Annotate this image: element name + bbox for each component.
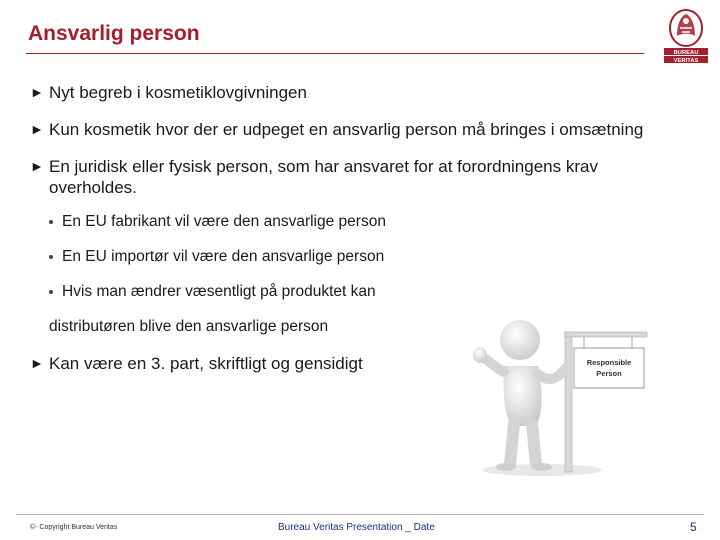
bullet-text: En juridisk eller fysisk person, som har ansvaret for at forordningens krav overholdes.	[49, 157, 598, 197]
bullet-item	[30, 82, 670, 103]
copyright-text: ©- Copyright Bureau Veritas	[30, 524, 118, 531]
responsible-person-illustration	[462, 318, 652, 478]
bullet-text: Kun kosmetik hvor der er udpeget en ansvarlig person må bringes i omsætning	[49, 120, 644, 139]
bullet-item	[30, 119, 670, 140]
dot-bullet-icon	[49, 220, 53, 224]
footer-divider	[16, 514, 704, 515]
sub-bullet-item	[30, 282, 670, 302]
sign-line2: Person	[596, 369, 622, 378]
arrow-bullet-icon: ►	[30, 121, 44, 137]
bullet-item	[30, 156, 670, 198]
sub-bullet-text: En EU importør vil være den ansvarlige person	[62, 248, 385, 265]
arrow-bullet-icon: ►	[30, 158, 44, 174]
presentation-footer-text: Bureau Veritas Presentation _ Date	[278, 522, 435, 533]
sub-bullet-text: En EU fabrikant vil være den ansvarlige person	[62, 213, 386, 230]
sub-bullet-text: Hvis man ændrer væsentligt på produktet kan	[62, 283, 376, 300]
bureau-veritas-logo	[660, 6, 712, 66]
logo-line1: BUREAU	[673, 50, 699, 56]
logo-line2: VERITAS	[673, 58, 699, 64]
page-number: 5	[690, 520, 697, 534]
title-divider	[26, 53, 644, 54]
bullet-text: Kan være en 3. part, skriftligt og gensidigt	[49, 354, 363, 373]
sub-bullet-item	[30, 212, 670, 232]
continuation-text: distributøren blive den ansvarlige person	[49, 318, 329, 335]
dot-bullet-icon	[49, 255, 53, 259]
dot-bullet-icon	[49, 290, 53, 294]
arrow-bullet-icon: ►	[30, 355, 44, 371]
slide-title: Ansvarlig person	[28, 22, 200, 45]
bullet-text: Nyt begreb i kosmetiklovgivningen	[49, 83, 307, 102]
arrow-bullet-icon: ►	[30, 84, 44, 100]
sign-line1: Responsible	[586, 358, 632, 367]
sub-bullet-item	[30, 247, 670, 267]
